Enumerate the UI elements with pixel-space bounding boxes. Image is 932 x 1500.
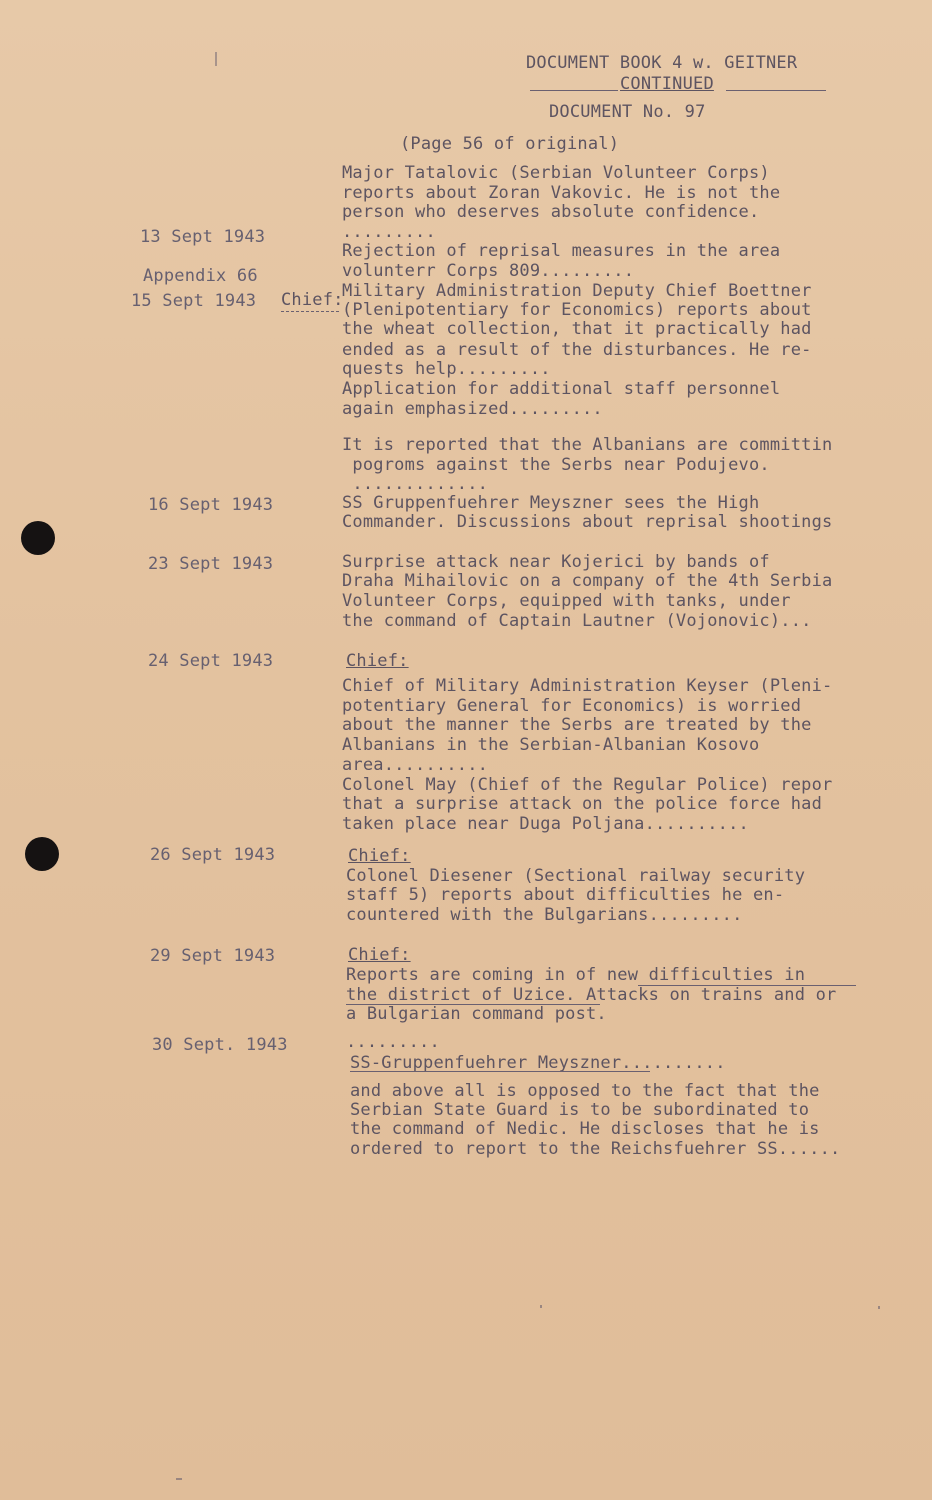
document-number: DOCUMENT No. 97: [549, 102, 706, 122]
uzice-underline: [346, 1004, 600, 1005]
entry-text-line: Chief of Military Administration Keyser (Pleni-: [342, 676, 833, 696]
entry-text-line: the wheat collection, that it practically had: [342, 319, 812, 339]
entry-text-line: (Plenipotentiary for Economics) reports about: [342, 300, 812, 320]
chief-underline: [281, 311, 339, 312]
chief-label: Chief:: [346, 651, 409, 671]
entry-text-line: a Bulgarian command post.: [346, 1004, 607, 1024]
meyszner-label: SS-Gruppenfuehrer Meyszner..........: [350, 1053, 726, 1073]
entry-text-line: potentiary General for Economics) is worried: [342, 696, 802, 716]
entry-text-line: It is reported that the Albanians are committin: [342, 435, 833, 455]
entry-text-line: quests help.........: [342, 359, 551, 379]
entry-date: 16 Sept 1943: [148, 495, 274, 515]
paper-speck: [176, 1478, 182, 1480]
entry-text-line: countered with the Bulgarians.........: [346, 905, 743, 925]
ellipsis-line: .........: [342, 222, 436, 242]
entry-text-line: Albanians in the Serbian-Albanian Kosovo: [342, 735, 760, 755]
entry-text-line: Surprise attack near Kojerici by bands of: [342, 552, 770, 572]
entry-text-line: volunterr Corps 809.........: [342, 261, 635, 281]
chief-label: Chief:: [281, 290, 344, 310]
new-difficulties-underline: [638, 985, 856, 986]
entry-date: 23 Sept 1943: [148, 554, 274, 574]
entry-text-line: that a surprise attack on the police force had: [342, 794, 823, 814]
paper-speck: [215, 52, 217, 66]
entry-text-line: pogroms against the Serbs near Podujevo.: [342, 455, 770, 475]
entry-text-line: Volunteer Corps, equipped with tanks, under: [342, 591, 791, 611]
entry-text-line: Reports are coming in of new difficulties in: [346, 965, 806, 985]
entry-text-line: Rejection of reprisal measures in the area: [342, 241, 781, 261]
entry-text-line: Colonel May (Chief of the Regular Police) repor: [342, 775, 833, 795]
entry-text-line: ordered to report to the Reichsfuehrer SS......: [350, 1139, 841, 1159]
entry-text-line: taken place near Duga Poljana..........: [342, 814, 749, 834]
entry-date: 26 Sept 1943: [150, 845, 276, 865]
continued-rule-left: [530, 90, 618, 91]
chief-label: Chief:: [348, 945, 411, 965]
entry-date: 30 Sept. 1943: [152, 1035, 288, 1055]
entry-text-line: SS Gruppenfuehrer Meyszner sees the High: [342, 493, 760, 513]
continued-rule-right: [726, 90, 826, 91]
entry-date: 24 Sept 1943: [148, 651, 274, 671]
entry-text-line: the district of Uzice. Attacks on trains and or: [346, 985, 837, 1005]
entry-text-line: and above all is opposed to the fact that the: [350, 1081, 820, 1101]
entry-date: 15 Sept 1943: [131, 291, 257, 311]
entry-text-line: the command of Nedic. He discloses that he is: [350, 1119, 820, 1139]
entry-text-line: again emphasized.........: [342, 399, 603, 419]
punch-hole-lower: [25, 837, 59, 871]
document-book-line: DOCUMENT BOOK 4 w. GEITNER: [526, 53, 798, 73]
continued-label: CONTINUED: [620, 74, 714, 94]
chief-label: Chief:: [348, 846, 411, 866]
punch-hole-upper: [21, 521, 55, 555]
entry-text-line: Military Administration Deputy Chief Boettner: [342, 281, 812, 301]
entry-text-line: person who deserves absolute confidence.: [342, 202, 760, 222]
entry-date: 13 Sept 1943: [140, 227, 266, 247]
entry-text-line: staff 5) reports about difficulties he en-: [346, 885, 785, 905]
appendix-reference: Appendix 66: [143, 266, 258, 286]
entry-text-line: ended as a result of the disturbances. He re-: [342, 340, 812, 360]
entry-text-line: Serbian State Guard is to be subordinated to: [350, 1100, 810, 1120]
ellipsis-line: .........: [346, 1032, 440, 1052]
entry-text-line: Major Tatalovic (Serbian Volunteer Corps): [342, 163, 770, 183]
entry-text-line: about the manner the Serbs are treated by the: [342, 715, 812, 735]
entry-text-line: area..........: [342, 755, 489, 775]
entry-text-line: Commander. Discussions about reprisal shootings: [342, 512, 833, 532]
paper-speck: [540, 1305, 542, 1308]
ellipsis-line: .............: [342, 474, 489, 494]
paper-speck: [878, 1306, 880, 1309]
page-note: (Page 56 of original): [400, 134, 620, 154]
meyszner-underline: [350, 1071, 650, 1072]
entry-text-line: reports about Zoran Vakovic. He is not the: [342, 183, 781, 203]
entry-text-line: Draha Mihailovic on a company of the 4th Serbia: [342, 571, 833, 591]
entry-text-line: Colonel Diesener (Sectional railway security: [346, 866, 806, 886]
entry-date: 29 Sept 1943: [150, 946, 276, 966]
entry-text-line: Application for additional staff personnel: [342, 379, 781, 399]
entry-text-line: the command of Captain Lautner (Vojonovic)...: [342, 611, 812, 631]
